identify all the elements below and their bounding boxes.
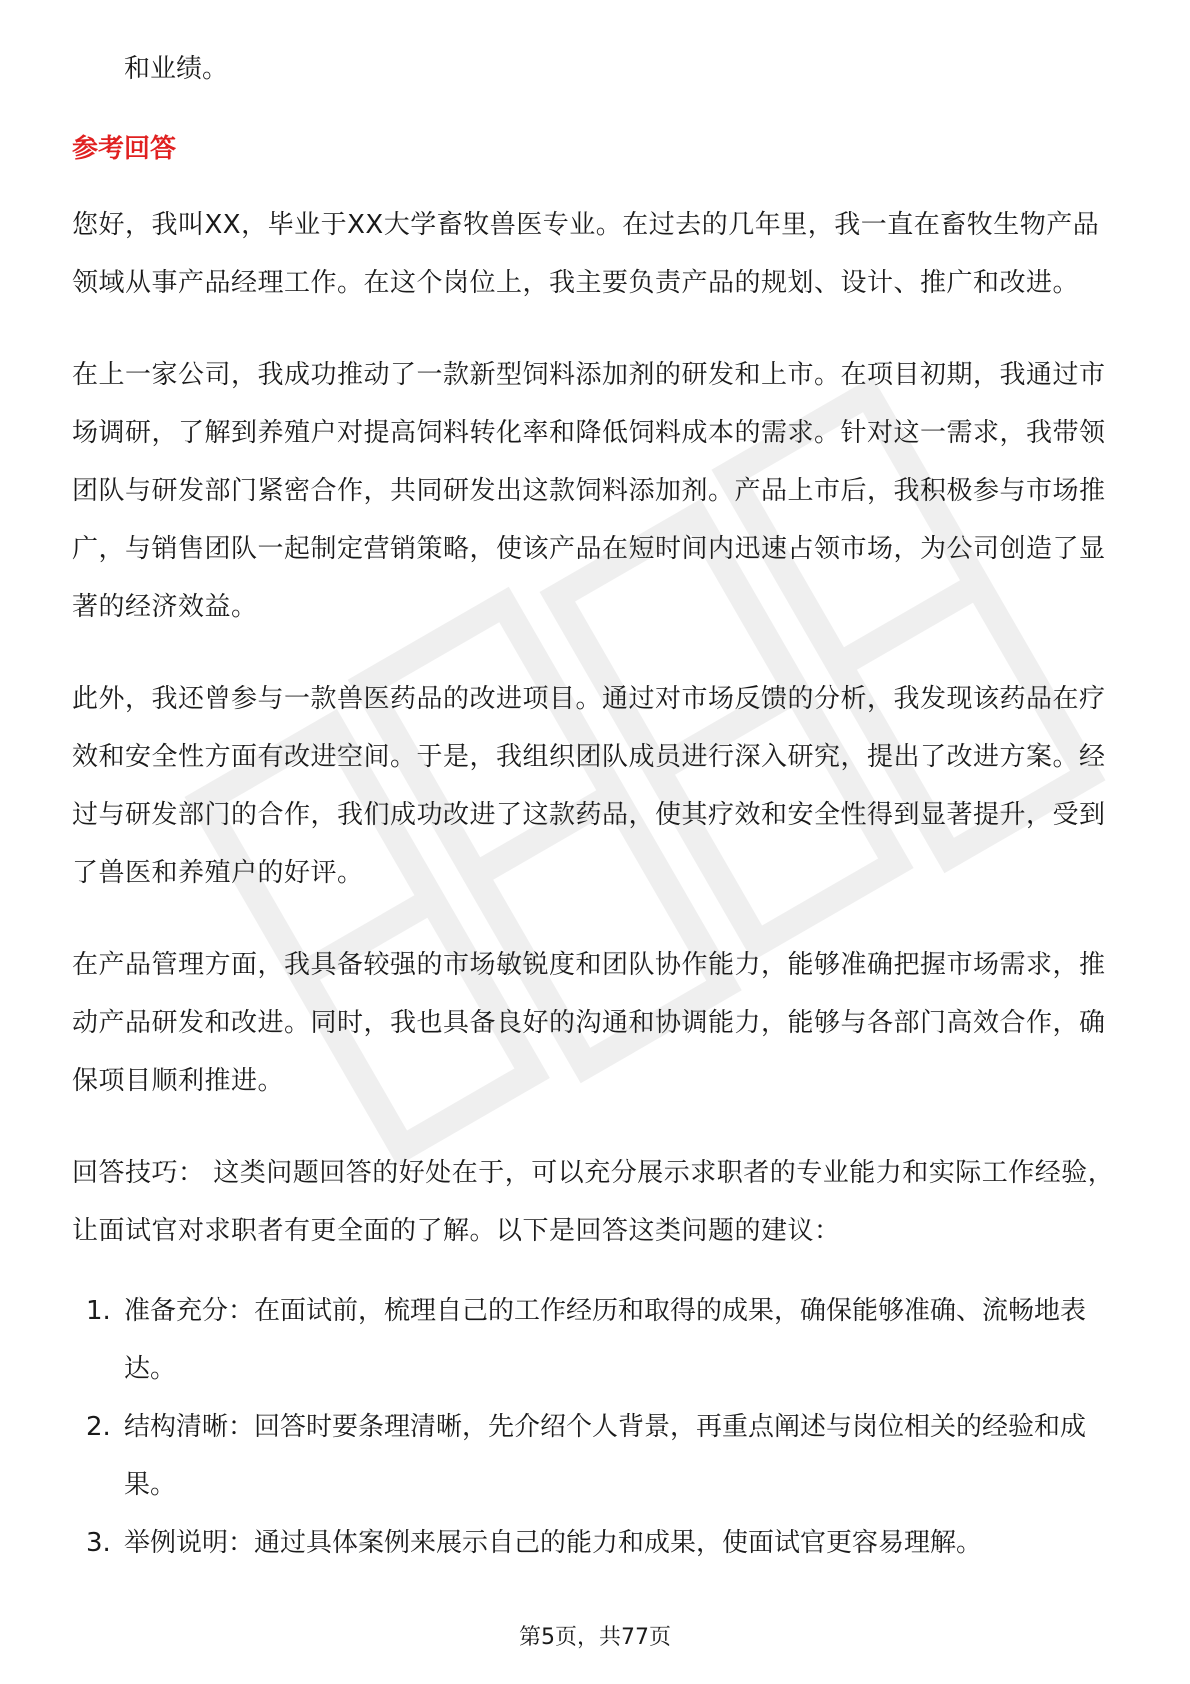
paragraph-intro: 您好，我叫XX，毕业于XX大学畜牧兽医专业。在过去的几年里，我一直在畜牧生物产品领域从事产品经理工作。在这个岗位上，我主要负责产品的规划、设计、推广和改进。 — [72, 210, 1100, 298]
list-text: 准备充分：在面试前，梳理自己的工作经历和取得的成果，确保能够准确、流畅地表达。 — [124, 1296, 1087, 1384]
page-number: 第5页，共77页 — [519, 1625, 671, 1650]
tips-list — [72, 1282, 1122, 1572]
paragraph-tips-intro: 回答技巧： 这类问题回答的好处在于，可以充分展示求职者的专业能力和实际工作经验，让面试官对求职者有更全面的了解。以下是回答这类问题的建议： — [72, 1158, 1115, 1246]
list-item — [72, 1514, 1122, 1572]
list-text: 结构清晰：回答时要条理清晰，先介绍个人背景，再重点阐述与岗位相关的经验和成果。 — [124, 1412, 1087, 1500]
list-text: 举例说明：通过具体案例来展示自己的能力和成果，使面试官更容易理解。 — [124, 1528, 983, 1558]
list-number: 3. — [86, 1528, 111, 1558]
continuation-text: 和业绩。 — [124, 54, 229, 84]
list-item — [72, 1282, 1122, 1398]
paragraph-management: 在产品管理方面，我具备较强的市场敏锐度和团队协作能力，能够准确把握市场需求，推动产品研发和改进。同时，我也具备良好的沟通和协调能力，能够与各部门高效合作，确保项目顺利推进。 — [72, 950, 1106, 1096]
section-heading: 参考回答 — [72, 134, 177, 164]
list-item — [72, 1398, 1122, 1514]
list-number: 1. — [86, 1296, 111, 1326]
document-content — [72, 40, 1122, 1572]
paragraph-feed-additive: 在上一家公司，我成功推动了一款新型饲料添加剂的研发和上市。在项目初期，我通过市场调研，了解到养殖户对提高饲料转化率和降低饲料成本的需求。针对这一需求，我带领团队与研发部门紧密合作，共同研发出这款饲料添加剂。产品上市后，我积极参与市场推广，与销售团队一起制定营销策略，使该产品在短时间内迅速占领市场，为公司创造了显著的经济效益。 — [72, 360, 1106, 622]
paragraph-vet-drug: 此外，我还曾参与一款兽医药品的改进项目。通过对市场反馈的分析，我发现该药品在疗效和安全性方面有改进空间。于是，我组织团队成员进行深入研究，提出了改进方案。经过与研发部门的合作，我们成功改进了这款药品，使其疗效和安全性得到显著提升，受到了兽医和养殖户的好评。 — [72, 684, 1106, 888]
list-number: 2. — [86, 1412, 111, 1442]
